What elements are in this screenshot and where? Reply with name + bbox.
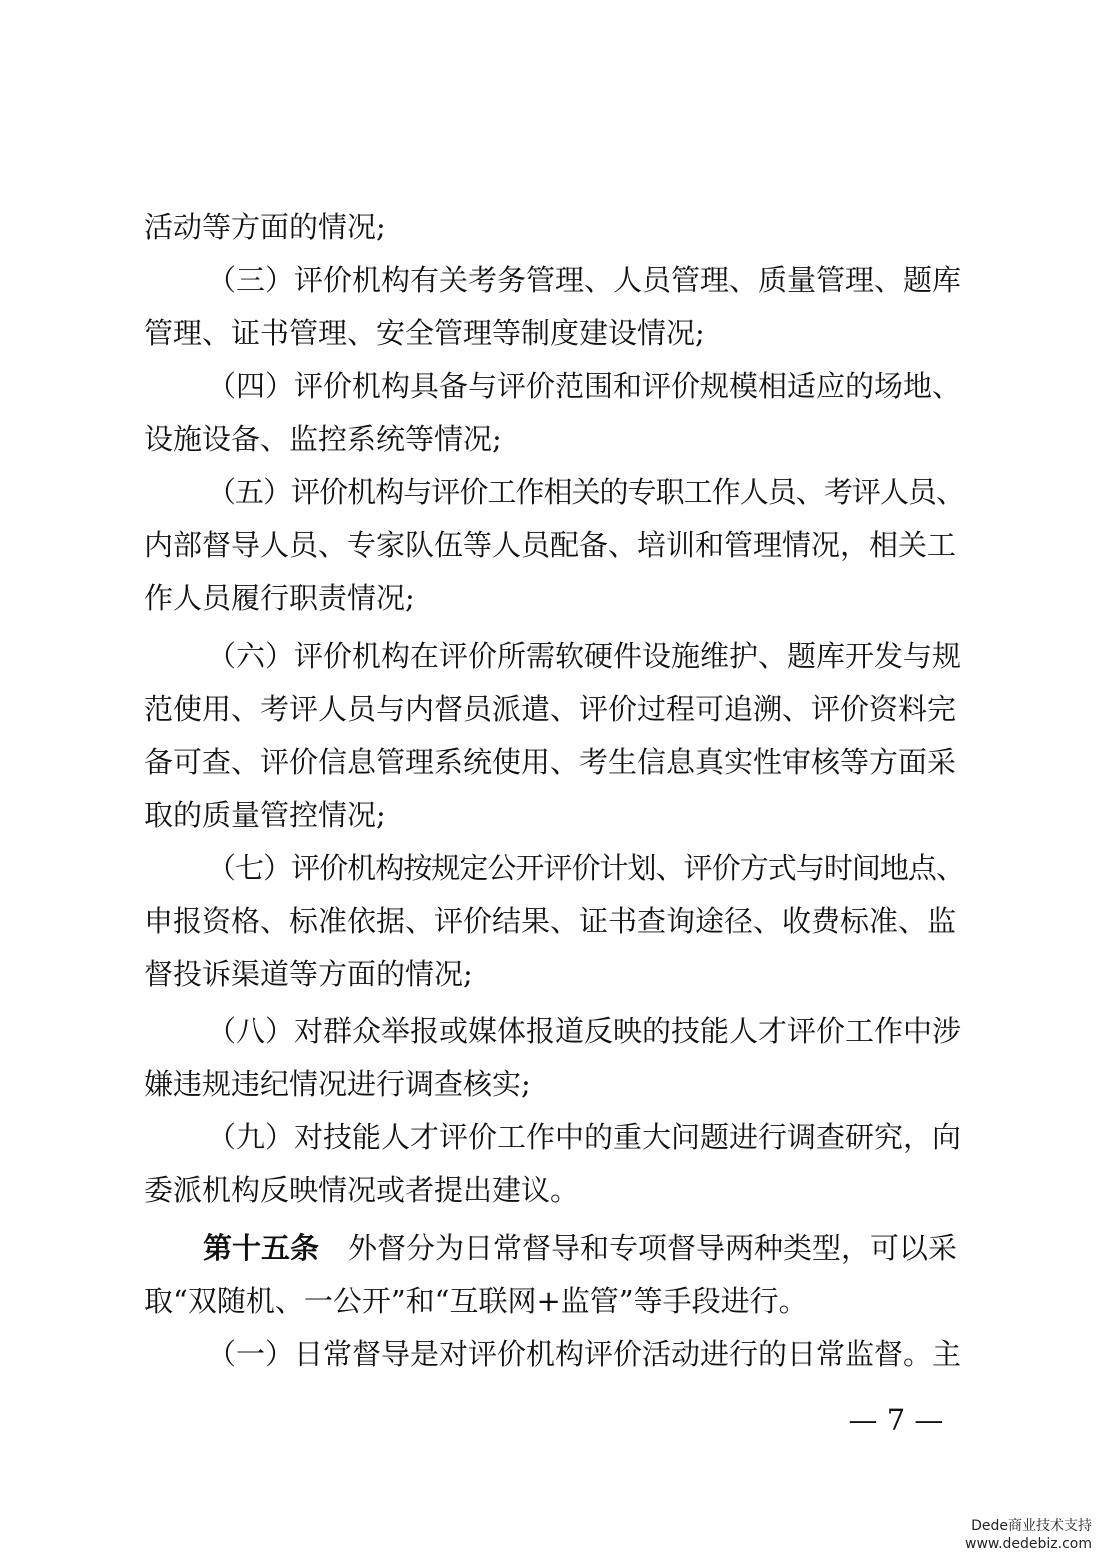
body-line: 管理、证书管理、安全管理等制度建设情况; [144, 316, 705, 350]
body-line: 嫌违规违纪情况进行调查核实; [144, 1067, 531, 1101]
article-heading: 第十五条 [203, 1231, 320, 1265]
body-line: 作人员履行职责情况; [144, 581, 415, 615]
watermark [965, 1517, 1092, 1553]
page-number: — 7 — [848, 1403, 944, 1437]
body-line: （三）评价机构有关考务管理、人员管理、质量管理、题库 [207, 263, 962, 297]
body-line: （一）日常督导是对评价机构评价活动进行的日常监督。主 [207, 1337, 962, 1371]
body-line: （七）评价机构按规定公开评价计划、评价方式与时间地点、 [207, 851, 965, 885]
body-line: （六）评价机构在评价所需软硬件设施维护、题库开发与规 [207, 639, 962, 673]
body-line: 活动等方面的情况; [144, 210, 386, 244]
body-line: （八）对群众举报或媒体报道反映的技能人才评价工作中涉 [207, 1014, 962, 1048]
article-text: 外督分为日常督导和专项督导两种类型，可以采 [319, 1231, 958, 1265]
body-line: （四）评价机构具备与评价范围和评价规模相适应的场地、 [207, 369, 962, 403]
body-line: 设施设备、监控系统等情况; [144, 422, 502, 456]
body-line: （九）对技能人才评价工作中的重大问题进行调查研究，向 [207, 1120, 962, 1154]
body-line: 委派机构反映情况或者提出建议。 [144, 1173, 580, 1207]
body-line: 取的质量管控情况; [144, 798, 386, 832]
body-line: 申报资格、标准依据、评价结果、证书查询途径、收费标准、监 [144, 904, 957, 938]
body-line: 范使用、考评人员与内督员派遣、评价过程可追溯、评价资料完 [144, 692, 957, 726]
body-line: 取“双随机、一公开”和“互联网+监管”等手段进行。 [144, 1284, 808, 1318]
body-line: 内部督导人员、专家队伍等人员配备、培训和管理情况，相关工 [144, 528, 957, 562]
body-line: 督投诉渠道等方面的情况; [144, 957, 473, 991]
body-line: 备可查、评价信息管理系统使用、考生信息真实性审核等方面采 [144, 745, 957, 779]
article-line [203, 1228, 964, 1268]
body-line: （五）评价机构与评价工作相关的专职工作人员、考评人员、 [207, 475, 965, 509]
watermark-line: Dede商业技术支持 [971, 1518, 1092, 1534]
watermark-url: www.dedebiz.com [965, 1536, 1092, 1552]
